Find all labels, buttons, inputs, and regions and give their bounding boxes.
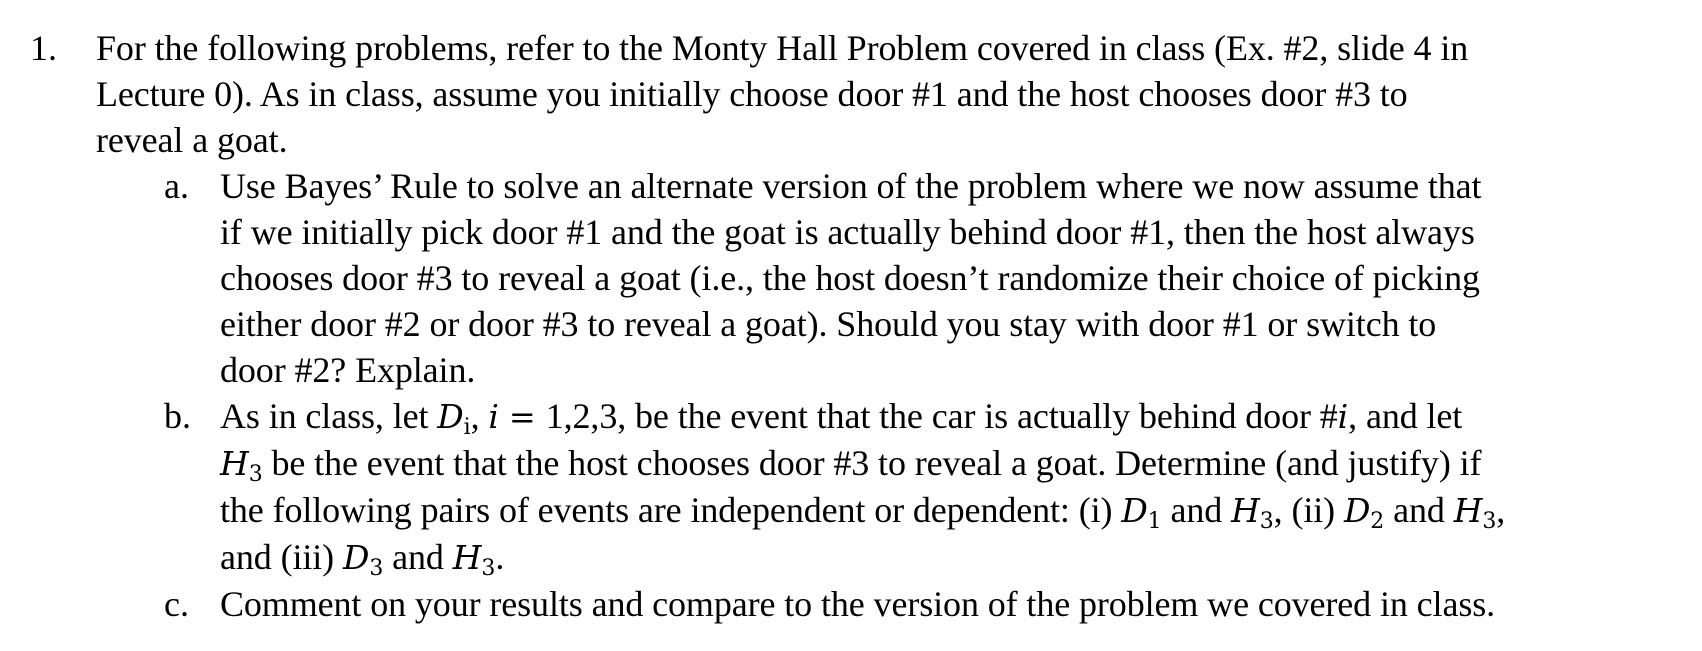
text-run: and — [383, 537, 453, 577]
math-H-3 — [1231, 491, 1274, 534]
intro-line-1: For the following problems, refer to the Monty Hall Problem covered in class (Ex. #2, slide 4 in — [96, 28, 1469, 68]
math-var-i: i — [1337, 397, 1349, 436]
part-a-line-5: door #2? Explain. — [220, 350, 476, 390]
text-run: , — [470, 396, 489, 436]
math-var: H — [220, 444, 249, 483]
math-var: H — [1453, 491, 1483, 530]
text-run: and (iii) — [220, 537, 343, 577]
text-run: As in class, let — [220, 396, 438, 436]
math-var: D — [1121, 491, 1148, 530]
math-D-2 — [1343, 491, 1385, 534]
math-equals: = — [498, 398, 546, 436]
part-a-label: a. — [164, 166, 189, 206]
math-var-i: i — [488, 397, 499, 436]
problem-1 — [30, 25, 1670, 627]
math-sub: 3 — [248, 462, 263, 487]
text-run: . — [495, 537, 505, 577]
math-sub: 2 — [1370, 509, 1385, 534]
part-c-label: c. — [164, 584, 189, 624]
part-a — [164, 163, 1670, 393]
part-b-line-3 — [220, 487, 1670, 534]
text-run: and — [1161, 490, 1232, 530]
part-a-line-2: if we initially pick door #1 and the goat is actually behind door #1, then the host always — [220, 212, 1475, 252]
text-run: 1,2,3, be the event that the car is actually behind door # — [545, 396, 1338, 436]
part-a-line-4: either door #2 or door #3 to reveal a goat). Should you stay with door #1 or switch to — [220, 304, 1437, 344]
math-sub: 3 — [481, 556, 496, 581]
math-D-i — [437, 397, 471, 440]
math-sub: i — [463, 415, 471, 440]
text-run: the following pairs of events are independent or dependent: (i) — [220, 490, 1122, 530]
part-b-line-4 — [220, 534, 1670, 581]
part-b-text — [220, 393, 1670, 581]
part-b-line-1 — [220, 393, 1670, 440]
part-b-line-2 — [220, 440, 1670, 487]
problem-number: 1. — [30, 28, 57, 68]
math-var: D — [1343, 491, 1371, 530]
math-sub: 3 — [369, 556, 384, 581]
part-a-line-1: Use Bayes’ Rule to solve an alternate version of the problem where we now assume that — [220, 166, 1482, 206]
part-a-text — [220, 163, 1670, 393]
problem-intro — [96, 25, 1670, 163]
math-var: H — [452, 538, 482, 577]
math-H-3 — [1453, 491, 1497, 534]
text-run: be the event that the host chooses door #3 to reveal a goat. Determine (and justify) if — [262, 443, 1482, 483]
math-sub: 3 — [1259, 509, 1274, 534]
intro-line-3: reveal a goat. — [96, 120, 288, 160]
math-var: H — [1231, 491, 1260, 530]
text-run: , — [1496, 490, 1506, 530]
text-run: , and let — [1348, 396, 1463, 436]
math-D-3 — [342, 538, 384, 581]
text-run: , (ii) — [1273, 490, 1344, 530]
math-var: D — [437, 397, 464, 436]
part-b — [164, 393, 1670, 581]
math-D-1 — [1121, 491, 1162, 534]
math-H-3 — [452, 538, 496, 581]
math-sub: 1 — [1147, 509, 1162, 534]
part-c — [164, 581, 1670, 627]
part-c-text — [220, 581, 1670, 627]
math-H-3 — [220, 444, 263, 487]
math-sub: 3 — [1482, 509, 1497, 534]
part-b-label: b. — [164, 396, 191, 436]
math-var: D — [342, 538, 370, 577]
part-a-line-3: chooses door #3 to reveal a goat (i.e., the host doesn’t randomize their choice of picking — [220, 258, 1480, 298]
part-c-line-1: Comment on your results and compare to the version of the problem we covered in class. — [220, 584, 1496, 624]
text-run: and — [1384, 490, 1454, 530]
intro-line-2: Lecture 0). As in class, assume you initially choose door #1 and the host chooses door #3 to — [96, 74, 1408, 114]
